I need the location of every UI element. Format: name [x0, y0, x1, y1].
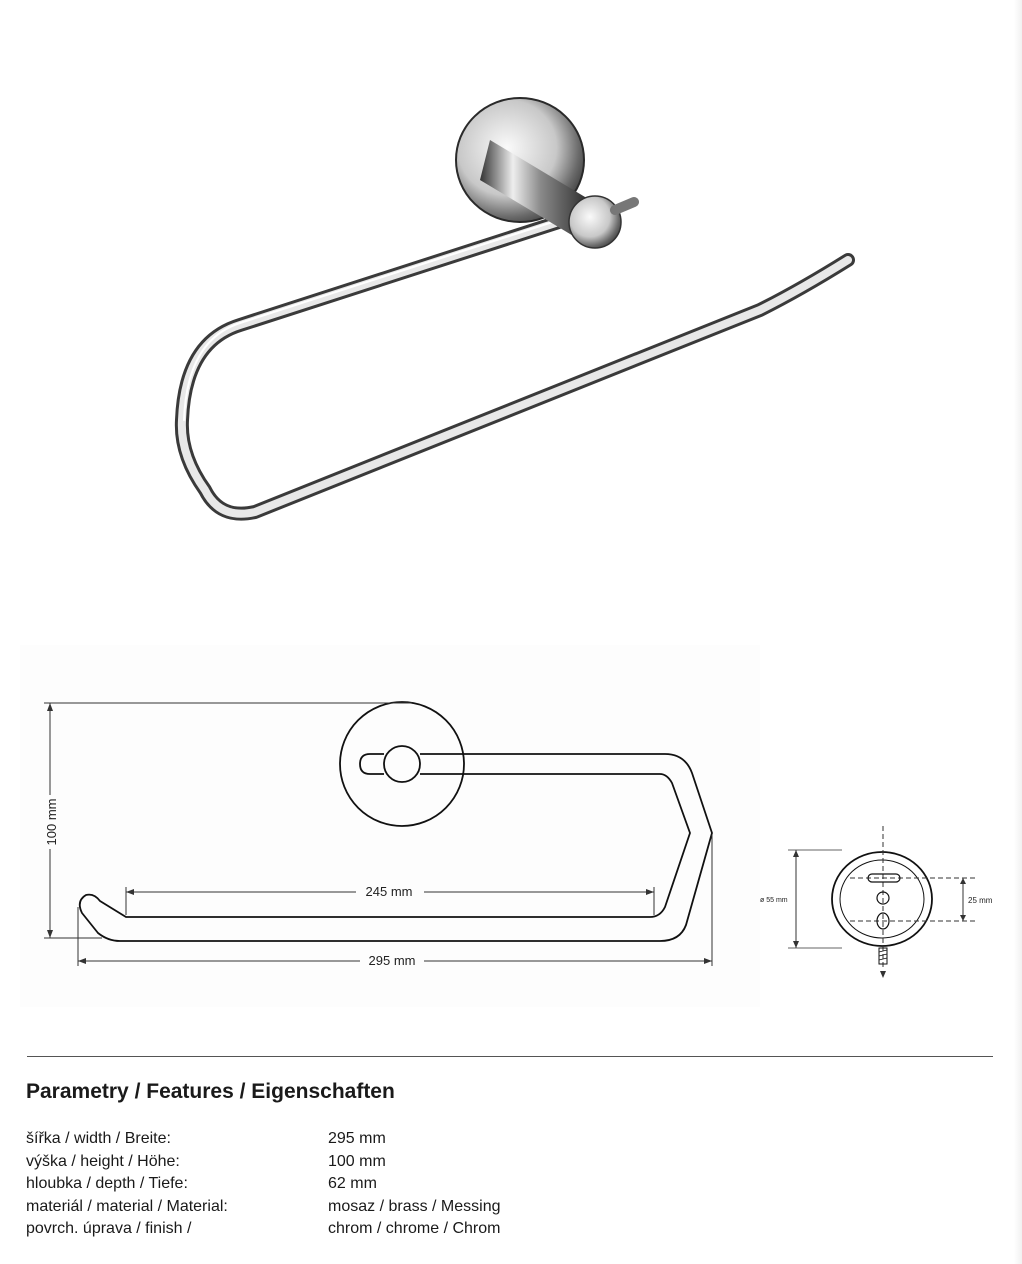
width-dim-label: 295 mm — [368, 953, 416, 968]
product-photo — [160, 80, 880, 550]
spec-value: 100 mm — [328, 1152, 386, 1170]
spec-table — [26, 1128, 626, 1241]
spec-row-material — [26, 1196, 626, 1219]
spec-label: povrch. úprava / finish / — [26, 1220, 192, 1237]
width-arrow-left — [78, 958, 86, 964]
mount-diameter-label: ø 55 mm — [760, 897, 788, 904]
features-title: Parametry / Features / Eigenschaften — [26, 1080, 395, 1103]
hole-spacing-label: 25 mm — [968, 896, 993, 905]
drawing-wall-disc — [340, 702, 464, 826]
spec-row-width — [26, 1128, 626, 1151]
mounting-plate-drawing — [750, 820, 1010, 990]
spec-row-height — [26, 1151, 626, 1174]
hole-spacing-arrow-bottom — [960, 915, 966, 921]
height-dim-label: 100 mm — [44, 798, 59, 846]
spec-value: mosaz / brass / Messing — [328, 1197, 501, 1215]
section-divider — [27, 1056, 993, 1057]
spec-label: šířka / width / Breite: — [26, 1130, 171, 1147]
hole-spacing-arrow-top — [960, 878, 966, 884]
mount-diameter-arrow-top — [793, 850, 799, 857]
mount-plate-inner — [840, 860, 924, 938]
mount-diameter-arrow-bottom — [793, 941, 799, 948]
page-edge-shadow — [1014, 0, 1022, 1264]
spec-row-finish — [26, 1218, 626, 1241]
spec-row-depth — [26, 1173, 626, 1196]
spec-label: výška / height / Höhe: — [26, 1152, 180, 1170]
drawing-holder-outline — [80, 754, 712, 941]
spec-value: chrom / chrome / Chrom — [328, 1220, 501, 1237]
arm-cap — [569, 196, 621, 248]
drawing-arm-cap — [384, 746, 420, 782]
rod-shadow — [182, 220, 848, 514]
spec-label: materiál / material / Material: — [26, 1197, 228, 1215]
mount-screw-arrow — [880, 971, 886, 978]
spec-value: 62 mm — [328, 1175, 377, 1192]
inner-width-arrow-right — [646, 889, 654, 895]
spec-value: 295 mm — [328, 1130, 386, 1147]
height-arrow-top — [47, 703, 53, 711]
width-arrow-right — [704, 958, 712, 964]
inner-width-arrow-left — [126, 889, 134, 895]
spec-label: hloubka / depth / Tiefe: — [26, 1175, 188, 1192]
rod — [182, 220, 848, 514]
inner-width-dim-label: 245 mm — [365, 884, 413, 899]
height-arrow-bottom — [47, 930, 53, 938]
dimension-drawing — [20, 645, 760, 1007]
pin — [615, 202, 634, 210]
drawing-arm-left — [360, 754, 384, 774]
mount-plate-outer — [832, 852, 932, 946]
